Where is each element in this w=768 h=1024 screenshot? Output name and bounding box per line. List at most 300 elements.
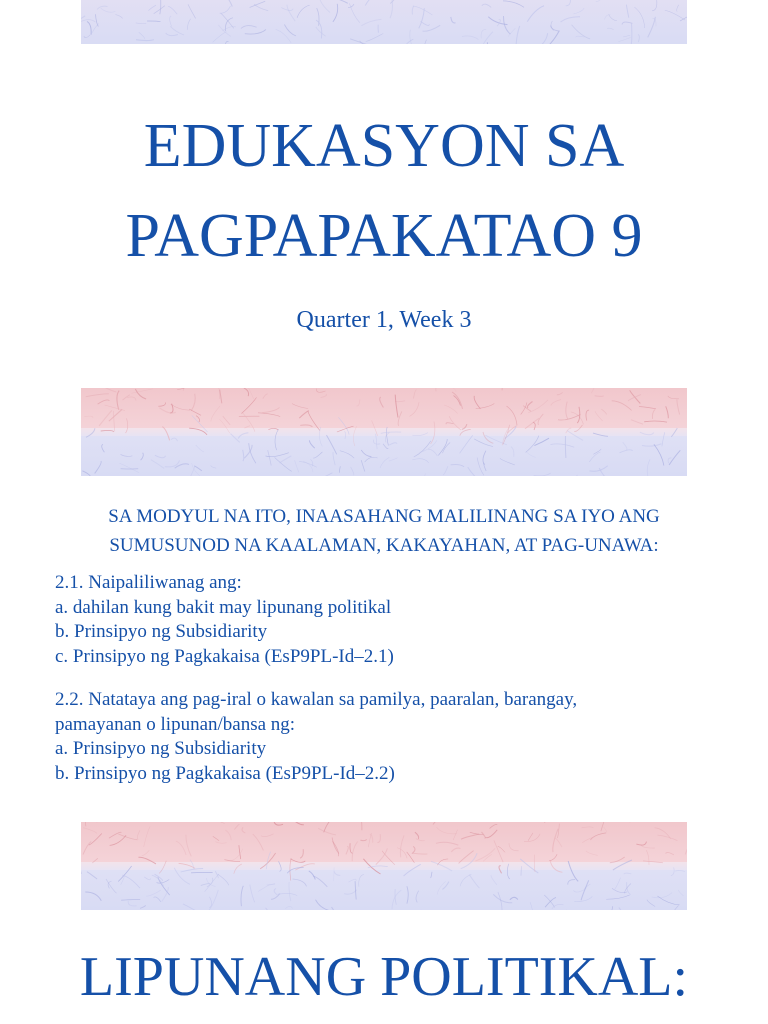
objective-line: a. dahilan kung bakit may lipunang politikal [55, 596, 392, 618]
texture-fiber [521, 403, 527, 415]
texture-fiber [561, 17, 581, 22]
texture-fiber [410, 30, 412, 44]
texture-fiber [551, 400, 561, 406]
texture-fiber [162, 427, 169, 441]
objective-line: 2.1. Naipaliliwanag ang: [55, 572, 242, 593]
texture-fiber [196, 416, 199, 423]
texture-fiber [376, 434, 377, 449]
texture-fiber [274, 888, 277, 895]
texture-fiber [223, 26, 236, 30]
texture-fiber [299, 461, 317, 467]
texture-fiber [605, 15, 611, 20]
texture-fiber [244, 426, 250, 428]
texture-fiber [194, 466, 202, 471]
texture-fiber [491, 875, 497, 885]
texture-fiber [395, 395, 398, 418]
texture-fiber [140, 905, 146, 908]
texture-fiber [351, 467, 354, 475]
texture-fiber [242, 412, 255, 432]
texture-fiber [412, 433, 428, 436]
texture-fiber [99, 410, 112, 426]
texture-fiber [147, 21, 160, 22]
texture-fiber [275, 429, 278, 450]
texture-fiber [442, 882, 449, 890]
texture-fiber [300, 425, 312, 427]
texture-fiber [144, 826, 150, 847]
texture-fiber [654, 444, 664, 465]
texture-fiber [96, 822, 99, 823]
texture-fiber [127, 397, 136, 401]
texture-fiber [160, 0, 161, 14]
texture-fiber [187, 19, 190, 30]
texture-fiber [271, 894, 280, 900]
texture-fiber [234, 864, 242, 874]
texture-fiber [87, 872, 97, 879]
texture-fiber [324, 822, 333, 832]
texture-fiber [397, 848, 407, 859]
texture-fiber [420, 440, 437, 452]
texture-fiber [191, 394, 195, 411]
texture-fiber [599, 468, 611, 476]
texture-fiber [557, 392, 563, 394]
texture-fiber [461, 853, 477, 869]
texture-fiber [534, 438, 549, 445]
texture-fiber [261, 834, 274, 837]
texture-fiber [662, 432, 665, 446]
texture-fiber [607, 28, 613, 29]
texture-fiber [101, 430, 114, 431]
texture-fiber [642, 444, 662, 446]
texture-fiber [293, 879, 307, 886]
texture-fiber [144, 877, 150, 880]
texture-fiber [644, 421, 667, 422]
paper-texture [81, 0, 687, 44]
texture-fiber [137, 830, 140, 839]
texture-fiber [241, 886, 243, 906]
texture-fiber [315, 473, 332, 476]
section-heading: LIPUNANG POLITIKAL: [79, 946, 689, 1008]
texture-fiber [89, 834, 102, 846]
module-intro [48, 502, 720, 560]
texture-fiber [113, 411, 114, 431]
texture-fiber [250, 885, 255, 903]
texture-fiber [213, 32, 227, 43]
texture-fiber [481, 29, 486, 38]
texture-fiber [118, 866, 131, 882]
texture-fiber [558, 415, 580, 421]
texture-fiber [349, 3, 359, 22]
texture-fiber [568, 861, 578, 881]
texture-fiber [215, 842, 226, 844]
texture-fiber [507, 406, 518, 425]
texture-fiber [490, 824, 498, 828]
texture-fiber [209, 897, 211, 908]
texture-fiber [290, 859, 305, 863]
page-title-line-2: PAGPAPAKATAO 9 [125, 202, 643, 270]
texture-fiber [159, 861, 166, 874]
objective-line: c. Prinsipyo ng Pagkakaisa (EsP9PL-Id–2.1) [55, 645, 394, 667]
texture-fiber [685, 835, 687, 854]
texture-fiber [154, 6, 165, 14]
texture-fiber [451, 17, 456, 23]
texture-fiber [431, 422, 435, 444]
texture-fiber [352, 842, 358, 862]
texture-fiber [275, 458, 292, 472]
texture-fiber [643, 861, 663, 863]
texture-fiber [285, 906, 292, 909]
texture-fiber [338, 417, 349, 434]
texture-fiber [436, 827, 456, 834]
texture-fiber [284, 25, 296, 36]
texture-fiber [318, 828, 336, 835]
texture-fiber [211, 465, 216, 468]
texture-fiber [139, 857, 156, 864]
texture-fiber [359, 874, 364, 886]
texture-fiber [317, 8, 319, 26]
texture-fiber [337, 426, 354, 432]
texture-fiber [81, 862, 82, 874]
texture-fiber [623, 442, 627, 450]
texture-fiber [85, 822, 86, 826]
texture-fiber [520, 859, 538, 873]
objective-2-2 [55, 688, 715, 786]
texture-fiber [461, 834, 479, 839]
texture-fiber [527, 452, 536, 458]
texture-fiber [502, 388, 508, 390]
texture-fiber [242, 827, 245, 833]
objective-line: 2.2. Natataya ang pag-iral o kawalan sa pamilya, paaralan, barangay, [55, 689, 578, 710]
texture-fiber [340, 451, 354, 459]
texture-fiber [365, 457, 378, 462]
texture-fiber [213, 836, 219, 840]
texture-fiber [205, 874, 219, 892]
texture-fiber [196, 445, 204, 452]
texture-fiber [290, 858, 291, 880]
texture-fiber [516, 26, 520, 44]
texture-fiber [102, 444, 105, 452]
texture-fiber [211, 406, 220, 422]
texture-fiber [627, 882, 631, 895]
texture-fiber [446, 423, 453, 424]
texture-fiber [416, 474, 425, 477]
texture-fiber [360, 840, 366, 841]
texture-fiber [242, 398, 257, 414]
texture-fiber [596, 0, 602, 2]
texture-fiber [586, 410, 589, 420]
texture-fiber [158, 402, 165, 406]
paper-texture [81, 388, 687, 476]
texture-fiber [595, 411, 602, 421]
texture-fiber [97, 6, 108, 9]
texture-fiber [678, 890, 683, 896]
texture-fiber [171, 438, 178, 441]
texture-fiber [326, 0, 348, 3]
texture-fiber [295, 460, 299, 472]
texture-fiber [262, 408, 280, 413]
texture-fiber [334, 871, 340, 875]
texture-fiber [431, 872, 433, 878]
texture-fiber [460, 435, 473, 453]
texture-fiber [136, 40, 154, 41]
texture-fiber [171, 404, 190, 410]
texture-fiber [350, 843, 353, 853]
texture-fiber [122, 875, 140, 888]
texture-fiber [423, 25, 441, 31]
texture-fiber [400, 835, 404, 857]
texture-fiber [433, 822, 451, 825]
texture-fiber [636, 842, 646, 846]
texture-fiber [606, 895, 629, 899]
texture-fiber [86, 428, 95, 437]
texture-fiber [669, 450, 680, 465]
texture-fiber [474, 396, 480, 409]
texture-fiber [619, 908, 627, 911]
texture-fiber [460, 874, 471, 886]
objective-line: a. Prinsipyo ng Subsidiarity [55, 738, 267, 759]
texture-fiber [550, 860, 562, 872]
texture-fiber [170, 16, 172, 27]
texture-fiber [346, 846, 348, 854]
texture-fiber [582, 827, 594, 828]
texture-fiber [675, 871, 685, 872]
texture-fiber [86, 394, 109, 397]
texture-fiber [280, 456, 292, 463]
texture-fiber [105, 405, 125, 411]
texture-fiber [652, 0, 657, 11]
texture-fiber [544, 895, 554, 907]
texture-fiber [640, 432, 654, 435]
texture-fiber [623, 35, 630, 37]
texture-fiber [110, 835, 127, 845]
texture-fiber [87, 22, 91, 35]
texture-fiber [98, 400, 110, 404]
texture-fiber [177, 388, 196, 389]
texture-fiber [245, 30, 266, 35]
texture-fiber [525, 418, 539, 429]
texture-fiber [345, 431, 346, 439]
texture-fiber [493, 894, 512, 902]
texture-fiber [266, 908, 270, 910]
texture-fiber [85, 892, 101, 901]
texture-fiber [631, 24, 632, 44]
texture-fiber [521, 866, 522, 876]
texture-fiber [287, 5, 295, 22]
texture-fiber [359, 822, 362, 830]
texture-fiber [381, 432, 401, 433]
texture-fiber [453, 830, 457, 840]
texture-fiber [101, 8, 116, 12]
texture-fiber [299, 411, 309, 419]
texture-fiber [117, 391, 119, 410]
texture-fiber [566, 0, 571, 6]
texture-fiber [668, 396, 679, 399]
page-title-line-1: EDUKASYON SA [143, 112, 625, 180]
texture-fiber [530, 902, 533, 910]
texture-fiber [482, 4, 491, 7]
texture-fiber [170, 26, 184, 35]
texture-fiber [395, 401, 405, 402]
texture-fiber [128, 901, 136, 906]
texture-fiber [294, 822, 304, 825]
objective-2-1 [55, 571, 715, 669]
texture-fiber [639, 407, 656, 409]
texture-fiber [545, 898, 556, 908]
texture-fiber [313, 876, 327, 887]
texture-fiber [357, 399, 360, 406]
texture-fiber [81, 20, 95, 22]
texture-fiber [398, 411, 402, 426]
texture-fiber [366, 34, 384, 42]
texture-fiber [609, 15, 617, 21]
texture-fiber [316, 20, 322, 38]
texture-fiber [238, 433, 248, 439]
texture-fiber [168, 6, 177, 14]
texture-fiber [677, 400, 680, 415]
texture-fiber [121, 899, 140, 900]
texture-fiber [139, 32, 145, 39]
texture-fiber [244, 445, 252, 458]
texture-fiber [647, 459, 650, 476]
texture-fiber [586, 851, 598, 856]
texture-fiber [404, 864, 421, 876]
texture-fiber [666, 852, 674, 854]
texture-fiber [258, 413, 280, 417]
texture-fiber [652, 409, 655, 419]
texture-fiber [263, 394, 268, 399]
texture-fiber [319, 427, 322, 446]
texture-fiber [344, 890, 357, 894]
texture-fiber [503, 1, 524, 7]
texture-fiber [126, 418, 128, 433]
texture-fiber [121, 454, 133, 456]
texture-fiber [389, 443, 397, 445]
texture-fiber [483, 451, 486, 465]
texture-fiber [372, 421, 378, 436]
texture-fiber [333, 452, 335, 465]
texture-fiber [380, 397, 384, 407]
texture-fiber [176, 841, 186, 855]
texture-fiber [268, 450, 272, 465]
texture-fiber [223, 416, 230, 425]
texture-fiber [416, 839, 425, 841]
texture-fiber [451, 465, 465, 467]
texture-fiber [361, 450, 371, 457]
texture-fiber [412, 6, 414, 15]
texture-fiber [604, 827, 607, 833]
texture-fiber [83, 828, 97, 834]
quarter-week-subtitle: Quarter 1, Week 3 [296, 307, 472, 333]
texture-fiber [313, 452, 322, 458]
texture-fiber [407, 886, 408, 903]
texture-fiber [120, 463, 140, 472]
texture-fiber [527, 6, 544, 22]
texture-fiber [319, 0, 330, 13]
texture-fiber [452, 392, 463, 409]
texture-fiber [365, 0, 381, 6]
texture-fiber [612, 401, 632, 411]
texture-fiber [499, 866, 502, 874]
texture-fiber [601, 822, 609, 831]
texture-fiber [552, 904, 564, 908]
texture-fiber [646, 850, 649, 865]
texture-fiber [258, 885, 270, 892]
decorative-band-top [81, 0, 687, 44]
texture-fiber [142, 850, 150, 855]
texture-fiber [377, 834, 380, 842]
texture-fiber [448, 388, 456, 392]
texture-fiber [309, 871, 316, 880]
texture-fiber [220, 390, 222, 404]
texture-fiber [451, 848, 460, 852]
texture-fiber [665, 10, 685, 20]
intro-line-1: SA MODYUL NA ITO, INAASAHANG MALILINANG SA IYO ANG [108, 506, 660, 527]
texture-fiber [444, 405, 457, 413]
texture-fiber [591, 833, 607, 840]
texture-fiber [226, 41, 229, 44]
texture-fiber [136, 23, 146, 24]
texture-fiber [424, 40, 426, 44]
texture-fiber [647, 900, 655, 907]
texture-fiber [591, 388, 594, 393]
texture-fiber [189, 466, 196, 476]
texture-fiber [511, 447, 514, 457]
texture-fiber [102, 388, 116, 392]
texture-fiber [460, 429, 471, 435]
texture-fiber [677, 5, 679, 12]
texture-fiber [224, 0, 232, 7]
texture-fiber [482, 832, 486, 838]
texture-fiber [183, 904, 204, 910]
texture-fiber [188, 4, 196, 18]
texture-fiber [181, 869, 203, 873]
texture-fiber [581, 880, 589, 900]
texture-fiber [428, 449, 437, 456]
texture-fiber [157, 880, 170, 884]
texture-fiber [605, 906, 613, 910]
objective-line: b. Prinsipyo ng Pagkakaisa (EsP9PL-Id–2.2) [55, 762, 395, 784]
texture-fiber [382, 851, 395, 865]
texture-fiber [638, 35, 639, 43]
texture-fiber [243, 388, 262, 389]
texture-fiber [289, 882, 291, 901]
texture-fiber [190, 860, 194, 870]
texture-fiber [268, 428, 278, 430]
texture-fiber [524, 834, 540, 842]
texture-fiber [278, 893, 298, 895]
decorative-band-middle [81, 388, 687, 476]
texture-fiber [416, 891, 419, 903]
texture-fiber [361, 460, 365, 471]
texture-fiber [214, 388, 220, 399]
texture-fiber [149, 5, 156, 11]
texture-fiber [620, 450, 633, 453]
texture-fiber [623, 822, 630, 823]
texture-fiber [333, 4, 338, 22]
intro-line-2: SUMUSUNOD NA KAALAMAN, KAKAYAHAN, AT PAG-UNAWA: [109, 535, 659, 556]
texture-fiber [574, 897, 592, 902]
texture-fiber [274, 822, 283, 825]
texture-fiber [593, 433, 608, 436]
texture-fiber [109, 832, 122, 838]
texture-fiber [389, 458, 397, 462]
texture-fiber [295, 864, 315, 870]
texture-fiber [376, 848, 388, 864]
texture-fiber [316, 27, 326, 36]
texture-fiber [243, 450, 244, 461]
texture-fiber [601, 409, 606, 414]
texture-fiber [118, 834, 137, 840]
texture-fiber [574, 8, 585, 14]
